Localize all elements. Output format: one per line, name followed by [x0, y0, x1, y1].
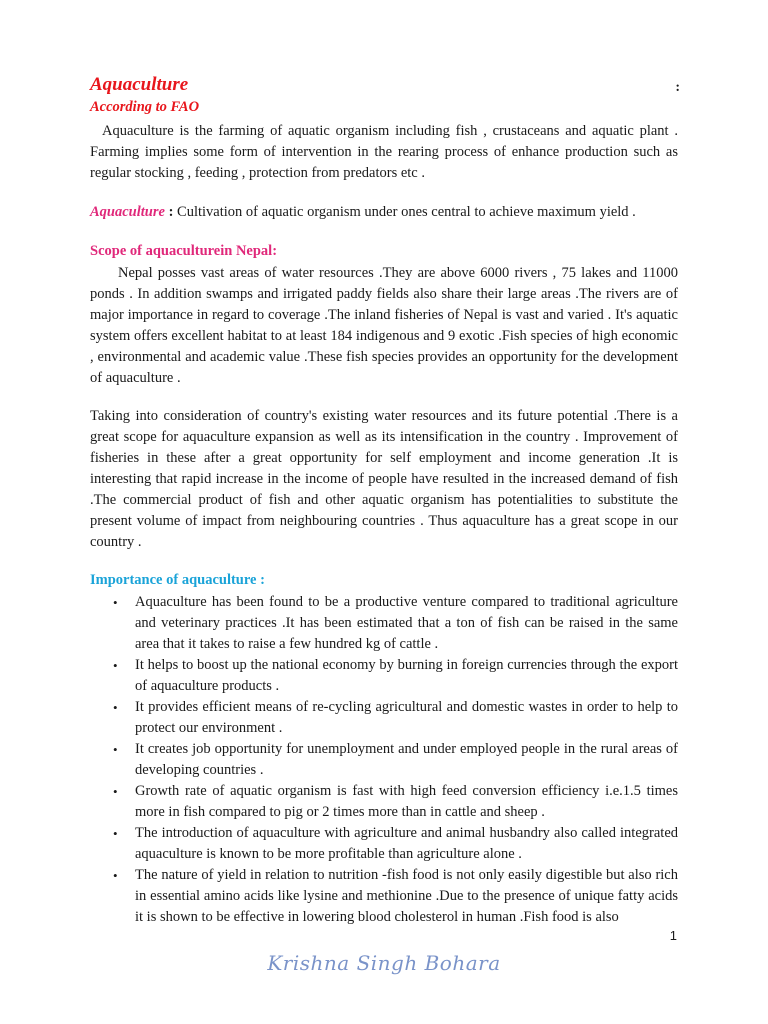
list-item	[90, 697, 678, 739]
list-item	[90, 592, 678, 655]
definition-text: Cultivation of aquatic organism under ones central to achieve maximum yield .	[173, 204, 636, 220]
list-item-text: Aquaculture has been found to be a productive venture compared to traditional agriculture and veterinary practices .It has been estimated that a ton of fish can be raised in the same area that it takes to raise a few hundred kg of cattle .	[135, 594, 678, 652]
list-item-text: The nature of yield in relation to nutrition -fish food is not only easily digestible but also rich in essential amino acids like lysine and methionine .Due to the presence of unique fatty acids it is shown to be effective in lowering blood cholesterol in human .Fish food is also	[135, 867, 678, 925]
importance-heading: Importance of aquaculture :	[90, 572, 265, 588]
bullet-icon: •	[113, 868, 118, 883]
definition-paragraph	[90, 202, 678, 223]
bullet-icon: •	[113, 826, 118, 841]
list-item-text: Growth rate of aquatic organism is fast with high feed conversion efficiency i.e.1.5 times more in fish compared to pig or 2 times more than in cattle and sheep .	[135, 783, 678, 820]
bullet-icon: •	[113, 700, 118, 715]
definition-label: Aquaculture	[90, 204, 165, 220]
title-colon: :	[675, 80, 680, 95]
list-item-text: It creates job opportunity for unemployment and under employed people in the rural areas of developing countries .	[135, 741, 678, 778]
bullet-icon: •	[113, 658, 118, 673]
definition-colon: :	[168, 204, 174, 220]
list-item-text: The introduction of aquaculture with agriculture and animal husbandry also called integrated aquaculture is known to be more profitable than agriculture alone .	[135, 825, 678, 862]
intro-paragraph: Aquaculture is the farming of aquatic organism including fish , crustaceans and aquatic plant . Farming implies some form of intervention in the rearing process of enhance production such as regular stocking , feeding , protection from predators etc .	[90, 123, 678, 181]
list-item	[90, 739, 678, 781]
list-item	[90, 655, 678, 697]
bullet-icon: •	[113, 742, 118, 757]
scope-paragraph-2: Taking into consideration of country's existing water resources and its future potential .There is a great scope for aquaculture expansion as well as its intensification in the country . Improvement of fisheries in these after a great opportunity for self employment and income generation .It is interesting that rapid increase in the income of people have resulted in the increased demand of fish .The commercial product of fish and other aquatic organism has potentialities to substitute the present volume of impact from neighbouring countries . Thus aquaculture has a great scope in our country .	[90, 408, 678, 550]
bullet-icon: •	[113, 784, 118, 799]
list-item-text: It provides efficient means of re-cycling agricultural and domestic wastes in order to help to protect our environment .	[135, 699, 678, 736]
importance-list	[90, 592, 678, 928]
list-item	[90, 865, 678, 928]
source-subtitle: According to FAO	[90, 99, 200, 115]
scope-paragraph-1: Nepal posses vast areas of water resources .They are above 6000 rivers , 75 lakes and 11000 ponds . In addition swamps and irrigated paddy fields also share their large areas .The rivers are of major importance in regard to coverage .The inland fisheries of Nepal is vast and varied . It's aquatic system offers excellent habitat to at least 184 indigenous and 9 exotic .Fish species of high economic , environmental and academic value .These fish species provides an opportunity for the development of aquaculture .	[90, 265, 678, 386]
list-item-text: It helps to boost up the national economy by burning in foreign currencies through the export of aquaculture products .	[135, 657, 678, 694]
scope-heading: Scope of aquaculturein Nepal:	[90, 243, 278, 259]
title-row	[90, 74, 680, 100]
footer-author: Krishna Singh Bohara	[267, 951, 501, 975]
list-item	[90, 781, 678, 823]
page-title: Aquaculture	[90, 74, 189, 95]
page-number: 1	[669, 928, 677, 943]
list-item	[90, 823, 678, 865]
bullet-icon: •	[113, 595, 118, 610]
